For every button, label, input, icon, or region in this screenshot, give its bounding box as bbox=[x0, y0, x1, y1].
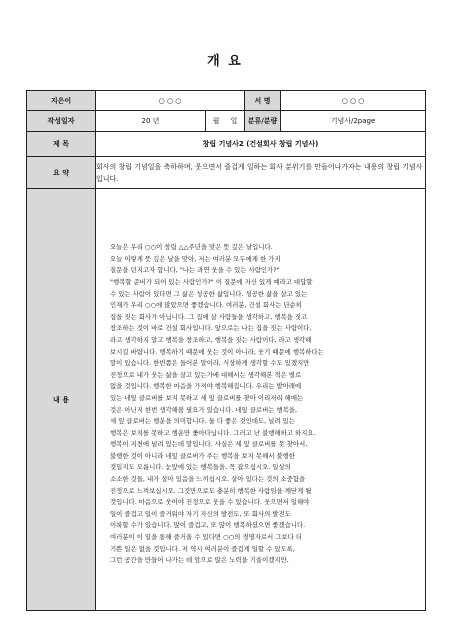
content-line: 오늘 이렇게 뜻 깊은 날을 맞아, 저는 여러분 모두에게 한 가지 bbox=[110, 254, 281, 263]
date-year: 20 년 bbox=[96, 111, 206, 132]
content-line: "행복할 준비가 되어 있는 사람인가?" 이 질문에 자신 있게 예라고 대답할 bbox=[110, 277, 313, 286]
content-body bbox=[96, 189, 426, 611]
subject-row bbox=[27, 132, 426, 157]
content-line: 그런 공간을 만들어 나가는 데 앞으로 많은 노력을 기울이겠지만, bbox=[110, 556, 289, 565]
content-line: 없을 것입니다. 행복한 마음을 가져야 행복해집니다. 우리는 밭아래에 bbox=[110, 382, 302, 391]
author-value: ○ ○ ○ bbox=[96, 91, 245, 111]
content-text bbox=[96, 232, 425, 567]
content-line: 일이 즐겁고 일이 즐거워야 자기 자신의 발전도, 또 회사의 발전도 bbox=[110, 509, 291, 518]
content-line: 있는 네잎 클로버를 보지 못하고 세 잎 클로버를 찾아 이리저리 헤매는 bbox=[110, 393, 304, 402]
subject-label: 제 목 bbox=[27, 132, 96, 157]
summary-row bbox=[27, 157, 426, 189]
category-label: 분류/분량 bbox=[245, 111, 281, 132]
content-line: 라고 생각하지 말고 행복을 창조하고, 행복을 짓는 사람이다, 라고 생각해 bbox=[110, 335, 312, 344]
content-line: 수 있는 사람이 있다면 그 삶은 성공한 삶입니다. 성공한 삶을 살고 있는 bbox=[110, 289, 308, 298]
category-value: 기념사/2page bbox=[281, 111, 426, 132]
content-line: 여러분이 이 일을 통해 즐거울 수 있다면 ○○의 경영자로서 그보다 더 bbox=[110, 533, 302, 542]
content-row bbox=[27, 189, 426, 611]
content-line: 불행한 것이 아니라 네잎 클로버가 주는 행복을 보지 못해서 불행한 bbox=[110, 451, 295, 460]
date-day: 일 bbox=[230, 117, 238, 125]
content-line: 행복이 지천에 널려 있는데 말입니다. 사실은 세 잎 클로버를 못 찾아서, bbox=[110, 440, 308, 449]
content-line: 진정으로 느껴보십시오. 그것만으로도 충분히 행복한 사람임을 깨닫게 될 bbox=[110, 486, 312, 495]
content-line: 보시길 바랍니다. 행복하기 때문에 웃는 것이 아니라, 웃기 때문에 행복하다는 bbox=[110, 347, 324, 356]
content-line: 것일지도 모릅니다. 눈앞에 있는 행복들을, 꼭 잡으십시오. 일상의 bbox=[110, 463, 291, 472]
overview-form-table bbox=[26, 90, 426, 611]
content-label: 내 용 bbox=[27, 189, 96, 611]
content-line: 세 잎 클로버는 행운을 의미합니다. 둘 다 좋은 것인데도, 널려 있는 bbox=[110, 417, 295, 426]
content-line: 오늘은 우리 ○○이 창립 △△주년을 맞은 뜻 깊은 날입니다. bbox=[110, 243, 273, 252]
content-line: 것입니다. 마음으로 웃어야 진정으로 웃을 수 있습니다. 웃으면서 일해야 bbox=[110, 498, 310, 507]
content-line: 진정으로 내가 웃는 삶을 살고 있는가에 대해서는 생각해본 적은 별로 bbox=[110, 370, 302, 379]
author-label: 지은이 bbox=[27, 91, 96, 111]
content-line: 행복은 보지를 못하고 행운만 좇아다닙니다. 그러고 난 불행해하고 하지요. bbox=[110, 428, 316, 437]
section-value: ○ ○ ○ bbox=[281, 91, 426, 111]
content-line: 소소한 것들, 내가 살아 있음을 느끼십시오. 살아 있다는 것의 소중함을 bbox=[110, 475, 306, 484]
section-label: 서 명 bbox=[245, 91, 281, 111]
author-row bbox=[27, 91, 426, 111]
date-month-day bbox=[206, 111, 245, 132]
content-line: 기쁜 일은 없을 것입니다. 저 역시 여러분이 즐겁게 일할 수 있도록, bbox=[110, 544, 295, 553]
content-line: 말이 있습니다. 한번쯤은 들어본 말이라, 식상하게 생각할 수도 있겠지만 bbox=[110, 359, 310, 368]
summary-value: 회사의 창립 기념일을 축하하며, 웃으면서 즐겁게 일하는 회사 분위기를 만들어나가자는 내용의 창립 기념사입니다. bbox=[96, 157, 426, 189]
subject-value: 창립 기념사2 (건설회사 창립 기념사) bbox=[96, 132, 426, 157]
summary-label: 요 약 bbox=[27, 157, 96, 189]
document-title: 개 요 bbox=[207, 54, 243, 69]
content-line: 질문을 던지고자 합니다, "나는 과연 웃을 수 있는 사람인가?" bbox=[110, 266, 280, 275]
content-line: 인재가 우리 ○○에 많았으면 좋겠습니다. 여러분, 건설 회사는 단순히 bbox=[110, 301, 302, 310]
date-month: 월 bbox=[212, 117, 220, 125]
date-row bbox=[27, 111, 426, 132]
content-line: 집을 짓는 회사가 아닙니다. 그 집에 살 사람들을 생각하고, 행복을 짓고 bbox=[110, 312, 308, 321]
content-line: 이룩할 수가 있습니다. 많이 즐겁고, 또 많이 행복하셨으면 좋겠습니다. bbox=[110, 521, 306, 530]
content-line: 것은 아닌지 한번 생각해볼 필요가 있습니다. 네잎 클로버는 행복을, bbox=[110, 405, 297, 414]
content-line: 창조하는 것이 바로 건설 회사입니다. 앞으로는 나는 집을 짓는 사람이다, bbox=[110, 324, 312, 333]
date-label: 작성일자 bbox=[27, 111, 96, 132]
